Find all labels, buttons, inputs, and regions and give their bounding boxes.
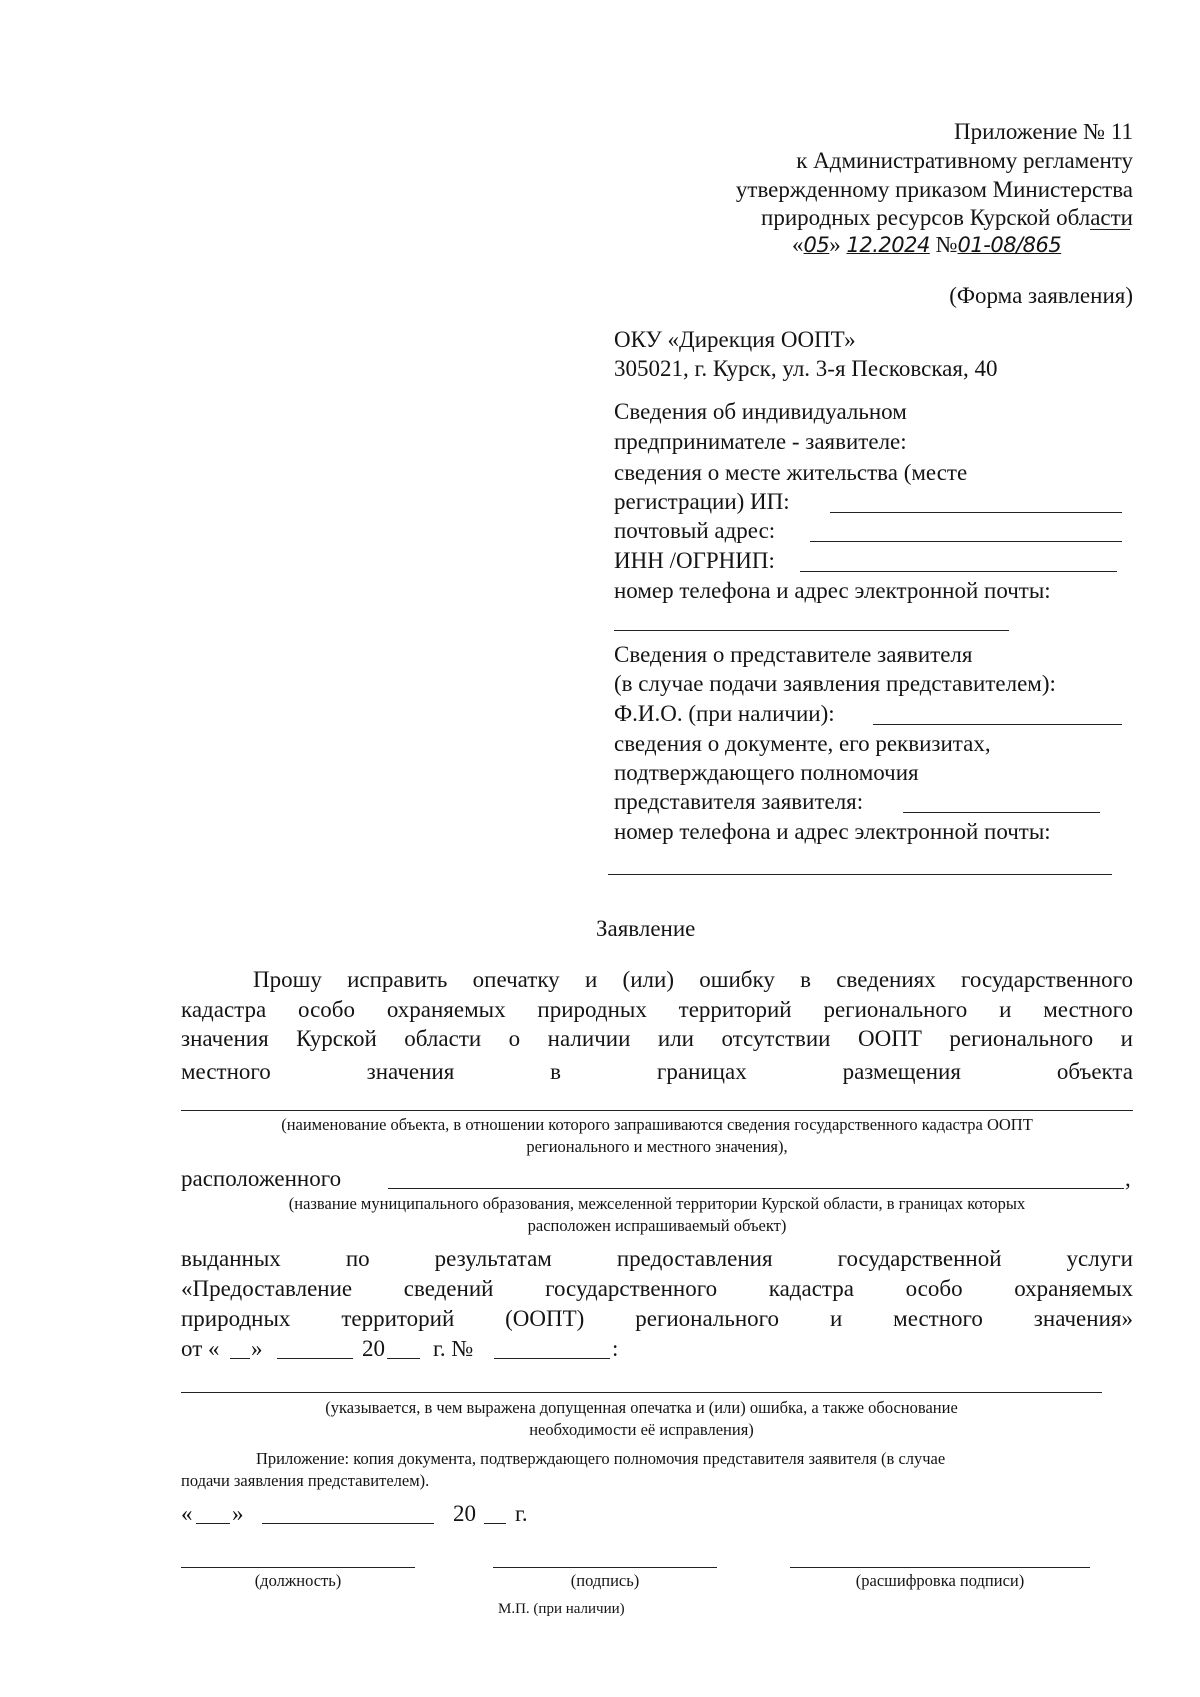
inn-field-line	[800, 571, 1117, 572]
from-label: от «	[181, 1336, 220, 1361]
signature-decode-caption: (расшифровка подписи)	[855, 1571, 1025, 1590]
appendix-number: Приложение № 11	[953, 119, 1133, 144]
ministry-underline	[1090, 229, 1130, 230]
service-line-2: «Предоставление сведений государственного кадастра особо охраняемых	[181, 1276, 1133, 1301]
service-line-3: природных территорий (ООПТ) регионального и местного значения»	[181, 1306, 1133, 1331]
from-number-label: г. №	[433, 1336, 474, 1361]
municipality-field-line	[388, 1188, 1124, 1189]
applicant-heading-1: Сведения об индивидуальном	[614, 399, 907, 424]
object-name-note: (наименование объекта, в отношении которого запрашиваются сведения государственного кадастра ООПТ регионального и местного значения),	[281, 1115, 1033, 1156]
applicant-contacts-label: номер телефона и адрес электронной почты:	[614, 578, 1051, 603]
document-title: Заявление	[596, 916, 696, 941]
position-line	[181, 1567, 415, 1568]
from-colon: :	[612, 1336, 619, 1361]
signature-decode-line	[790, 1567, 1090, 1568]
residence-field-line	[830, 512, 1122, 513]
attachment-line-2: подачи заявления представителем).	[181, 1471, 430, 1490]
ministry-ref: природных ресурсов Курской области	[761, 205, 1133, 230]
representative-doc-label-2: подтверждающего полномочия	[614, 760, 919, 785]
postal-address-label: почтовый адрес:	[614, 518, 776, 543]
sign-year-prefix: 20	[453, 1501, 476, 1526]
sign-day-line	[196, 1523, 230, 1524]
from-day-line	[230, 1358, 250, 1359]
handwritten-date: 12.2024	[846, 233, 930, 257]
from-year-prefix: 20	[362, 1336, 385, 1361]
from-year-line	[387, 1358, 420, 1359]
error-description-note: (указывается, в чем выражена допущенная опечатка и (или) ошибка, а также обоснование необходимости её исправления)	[325, 1398, 958, 1439]
sign-date-open: «	[181, 1501, 193, 1526]
representative-doc-label-3: представителя заявителя:	[614, 789, 864, 814]
regulation-ref: к Административному регламенту	[796, 148, 1133, 173]
inn-label: ИНН /ОГРНИП:	[614, 548, 775, 573]
handwritten-day: 05	[803, 233, 830, 257]
applicant-residence-label-1: сведения о месте жительства (месте	[614, 460, 968, 485]
signature-line	[493, 1567, 717, 1568]
sign-month-line	[262, 1523, 434, 1524]
object-name-field-line	[181, 1110, 1133, 1111]
located-label: расположенного	[181, 1166, 342, 1191]
sign-date-close: »	[232, 1501, 244, 1526]
form-label: (Форма заявления)	[949, 283, 1133, 308]
applicant-heading-2: предпринимателе - заявителе:	[614, 429, 907, 454]
addressee-org: ОКУ «Дирекция ООПТ»	[614, 327, 856, 352]
from-number-line	[494, 1358, 610, 1359]
sign-year-line	[484, 1523, 506, 1524]
representative-heading-2: (в случае подачи заявления представителем):	[614, 671, 1056, 696]
representative-contacts-label: номер телефона и адрес электронной почты:	[614, 819, 1051, 844]
from-month-line	[277, 1358, 353, 1359]
position-caption: (должность)	[254, 1571, 342, 1590]
error-description-field-line	[181, 1392, 1102, 1393]
representative-doc-field-line	[903, 812, 1100, 813]
order-ref: утвержденному приказом Министерства	[735, 177, 1133, 202]
applicant-contacts-field-line	[614, 630, 1009, 631]
from-close-quote: »	[251, 1336, 263, 1361]
stamp-note: М.П. (при наличии)	[498, 1601, 625, 1617]
service-line-1: выданных по результатам предоставления государственной услуги	[181, 1246, 1133, 1271]
signature-caption: (подпись)	[570, 1571, 640, 1590]
sign-year-suffix: г.	[515, 1501, 528, 1526]
handwritten-order-number: 01-08/865	[957, 233, 1062, 257]
order-date-number: «05» 12.2024 №01-08/865	[792, 232, 1062, 257]
representative-heading-1: Сведения о представителе заявителя	[614, 642, 973, 667]
addressee-address: 305021, г. Курск, ул. 3-я Песковская, 40	[614, 356, 998, 381]
applicant-residence-label-2: регистрации) ИП:	[614, 489, 790, 514]
representative-contacts-field-line	[608, 874, 1112, 875]
request-paragraph-last-line: местного значения в границах размещения объекта	[181, 1059, 1133, 1084]
attachment-line-1: Приложение: копия документа, подтверждающего полномочия представителя заявителя (в случае	[256, 1449, 946, 1468]
municipality-note: (название муниципального образования, межселенной территории Курской области, в границах которых расположен испрашиваемый объект)	[288, 1194, 1026, 1235]
representative-doc-label-1: сведения о документе, его реквизитах,	[614, 731, 991, 756]
postal-address-field-line	[810, 541, 1122, 542]
request-paragraph: Прошу исправить опечатку и (или) ошибку в сведениях государственного кадастра особо охраняемых природных территорий регионального и местного значения Курской области о наличии или отсутствии ООПТ регионального и	[181, 967, 1133, 1051]
representative-name-field-line	[873, 724, 1122, 725]
located-comma: ,	[1125, 1166, 1131, 1191]
representative-name-label: Ф.И.О. (при наличии):	[614, 701, 835, 726]
